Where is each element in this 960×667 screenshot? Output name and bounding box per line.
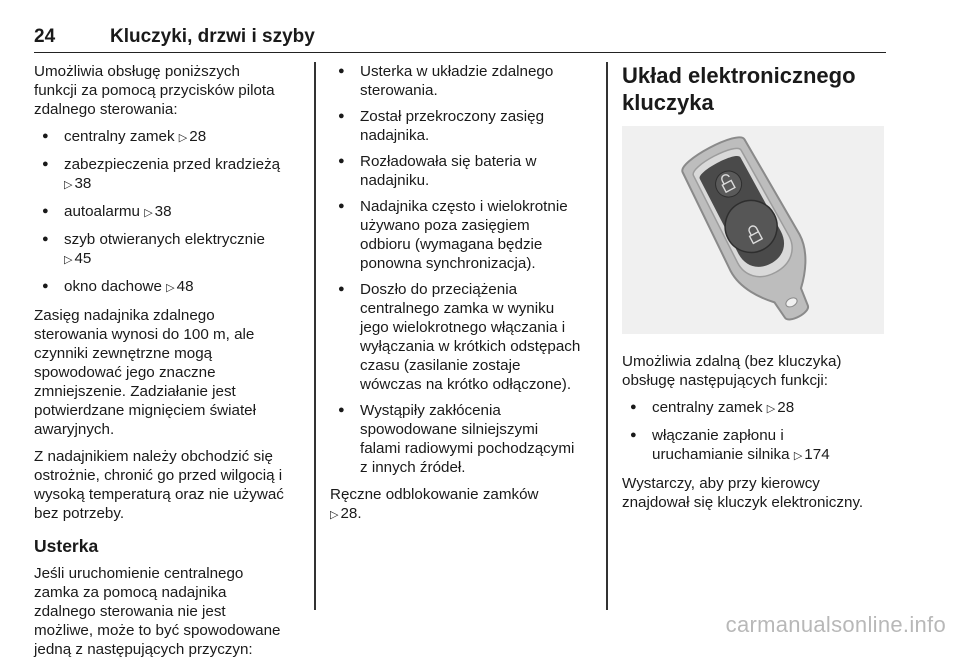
closing-paragraph: Wystarczy, aby przy kierowcy znajdował się kluczyk elektroniczny.	[622, 475, 864, 511]
page-ref[interactable]: 174	[804, 446, 830, 463]
page-ref-icon: ▷	[64, 179, 73, 191]
list-item: ● Rozładowała się bateria w nadajniku.	[330, 152, 602, 190]
page-ref[interactable]: 45	[74, 250, 92, 267]
page-header	[34, 26, 886, 53]
page-ref[interactable]: 38	[154, 203, 172, 220]
list-item: ● Został przekroczony zasięg nadajnika.	[330, 107, 602, 145]
list-item: ● Usterka w układzie zdalnego sterowania.	[330, 62, 602, 100]
watermark: carmanualsonline.info	[725, 612, 946, 637]
list-item: ● okno dachowe ▷ 48	[34, 277, 306, 298]
page-ref[interactable]: 28	[189, 128, 207, 145]
column-middle	[330, 62, 602, 533]
list-item: ● autoalarmu ▷ 38	[34, 202, 306, 223]
range-paragraph: Zasięg nadajnika zdalnego sterowania wynosi do 100 m, ale czynniki zewnętrzne mogą spowodować jego znaczne zmniejszenie. Zadziałanie jest potwierdzane mignięciem świateł awaryjnych.	[34, 307, 257, 438]
page-ref-icon: ▷	[178, 132, 188, 144]
list-item: ● szyb otwieranych elektrycznie ▷ 45	[34, 230, 306, 270]
page-ref-icon: ▷	[166, 282, 175, 294]
fault-causes-list	[330, 62, 602, 477]
page-ref[interactable]: 48	[176, 278, 194, 295]
page-ref[interactable]: 28.	[340, 505, 362, 522]
care-paragraph: Z nadajnikiem należy obchodzić się ostrożnie, chronić go przed wilgocią i wysoką temperaturą oraz nie używać bez potrzeby.	[34, 448, 284, 522]
page-ref-icon: ▷	[144, 207, 153, 219]
column-divider	[606, 62, 608, 610]
fault-heading: Usterka	[34, 536, 99, 556]
page-number: 24	[34, 26, 56, 47]
column-divider	[314, 62, 316, 610]
column-right	[622, 62, 894, 520]
fault-paragraph: Jeśli uruchomienie centralnego zamka za pomocą nadajnika zdalnego sterowania nie jest możliwe, może to być spowodowane jedną z następujących przyczyn:	[34, 565, 281, 658]
list-item: ● włączanie zapłonu i uruchamianie silnika ▷ 174	[622, 426, 894, 466]
chapter-title: Kluczyki, drzwi i szyby	[110, 26, 315, 47]
page-ref-icon: ▷	[64, 254, 73, 266]
column-left	[34, 62, 306, 667]
list-item: ● centralny zamek ▷ 28	[34, 127, 306, 148]
page-ref[interactable]: 28	[777, 399, 795, 416]
keyless-functions-list	[622, 398, 894, 466]
page-ref[interactable]: 38	[74, 175, 92, 192]
list-item: ● zabezpieczenia przed kradzieżą ▷ 38	[34, 155, 306, 195]
manual-unlock-paragraph: Ręczne odblokowanie zamków ▷ 28.	[330, 485, 602, 525]
intro-paragraph: Umożliwia zdalną (bez kluczyka) obsługę następujących funkcji:	[622, 353, 842, 389]
page-ref-icon: ▷	[766, 403, 776, 415]
electronic-key-illustration	[622, 126, 884, 334]
list-item: ● centralny zamek ▷ 28	[622, 398, 894, 419]
key-fob-icon	[622, 126, 884, 334]
page-ref-icon: ▷	[330, 509, 339, 521]
list-item: ● Doszło do przeciążenia centralnego zamka w wyniku jego wielokrotnego włączania i wyłączania w krótkich odstępach czasu (zasilanie zostaje wówczas na krótko odłączone).	[330, 280, 602, 394]
remote-functions-list	[34, 127, 306, 298]
list-item: ● Wystąpiły zakłócenia spowodowane silniejszymi falami radiowymi pochodzącymi z innych źródeł.	[330, 401, 602, 477]
section-heading: Układ elektronicznego kluczyka	[622, 63, 856, 115]
page-ref-icon: ▷	[793, 450, 803, 462]
list-item: ● Nadajnika często i wielokrotnie używano poza zasięgiem odbioru (wymagana będzie ponowna synchronizacja).	[330, 197, 602, 273]
intro-paragraph: Umożliwia obsługę poniższych funkcji za pomocą przycisków pilota zdalnego sterowania:	[34, 63, 275, 118]
